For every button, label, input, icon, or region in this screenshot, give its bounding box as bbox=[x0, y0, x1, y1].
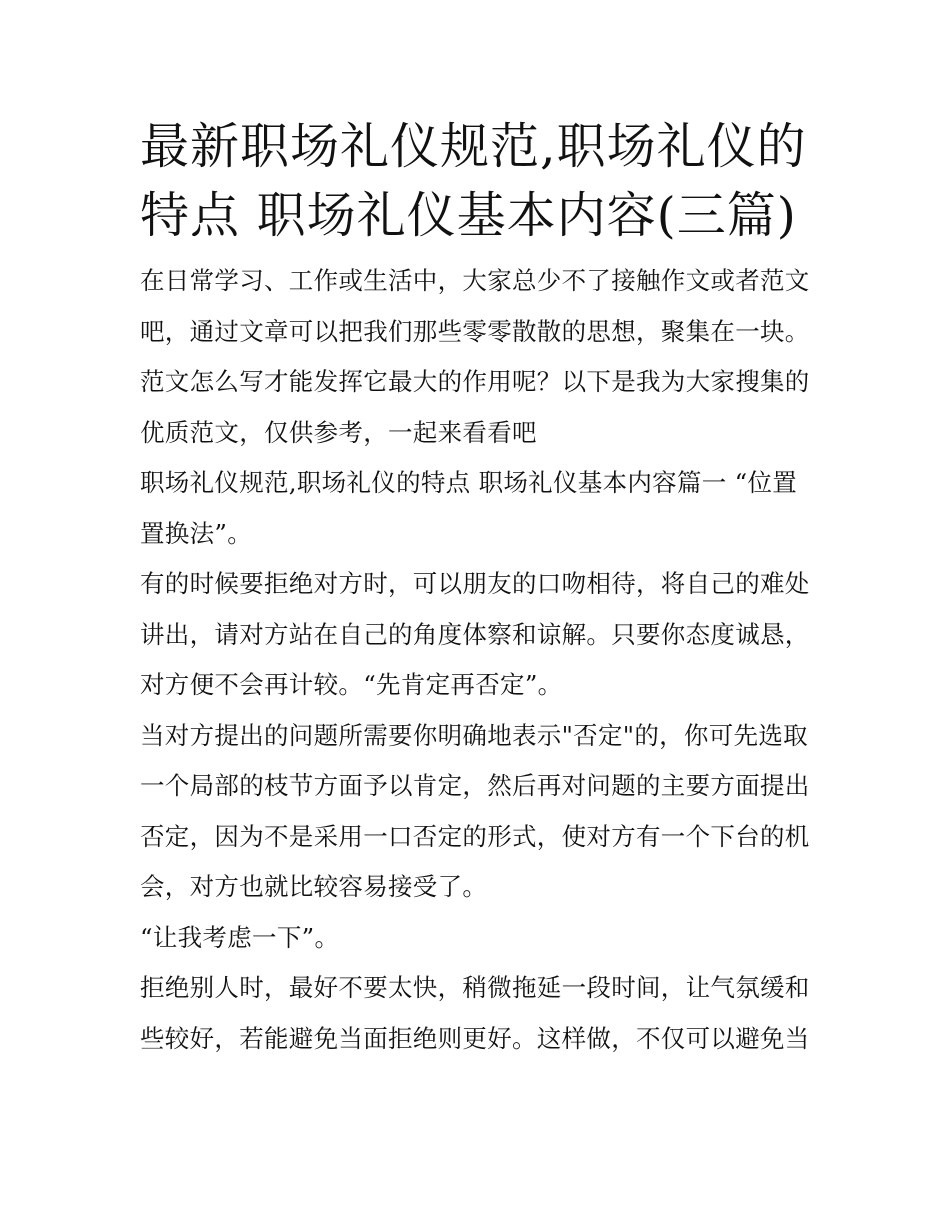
text-line: “让我考虑一下”。 bbox=[140, 922, 340, 952]
text-line: 当对方提出的问题所需要你明确地表示"否定"的，你可先选取 bbox=[140, 720, 808, 750]
title-line: 特点 职场礼仪基本内容(三篇) bbox=[140, 187, 797, 244]
document-title bbox=[140, 112, 820, 250]
body-paragraph bbox=[140, 559, 820, 711]
text-line: 对方便不会再计较。“先肯定再否定”。 bbox=[140, 670, 563, 699]
body-paragraph bbox=[140, 711, 820, 913]
text-line: 在日常学习、工作或生活中，大家总少不了接触作文或者范文 bbox=[140, 266, 810, 295]
text-line: 优质范文，仅供参考，一起来看看吧 bbox=[140, 417, 537, 447]
section-heading-paragraph bbox=[140, 458, 820, 559]
intro-paragraph bbox=[140, 256, 820, 458]
text-line: 有的时候要拒绝对方时，可以朋友的口吻相待，将自己的难处 bbox=[140, 569, 810, 598]
text-line: 范文怎么写才能发挥它最大的作用呢？以下是我为大家搜集的 bbox=[140, 367, 810, 396]
body-paragraph bbox=[140, 963, 820, 1064]
title-line: 最新职场礼仪规范,职场礼仪的 bbox=[140, 118, 807, 175]
text-line: 吧，通过文章可以把我们那些零零散散的思想，聚集在一块。 bbox=[140, 316, 810, 346]
text-line: 职场礼仪规范,职场礼仪的特点 职场礼仪基本内容篇一 “位置 bbox=[140, 468, 798, 497]
document-body bbox=[140, 112, 820, 1064]
text-line: 讲出，请对方站在自己的角度体察和谅解。只要你态度诚恳， bbox=[140, 619, 810, 649]
text-line: 会，对方也就比较容易接受了。 bbox=[140, 872, 488, 901]
text-line: 拒绝别人时，最好不要太快，稍微拖延一段时间，让气氛缓和 bbox=[140, 973, 810, 1002]
text-line: 置换法”。 bbox=[140, 518, 253, 548]
text-line: 一个局部的枝节方面予以肯定，然后再对问题的主要方面提出 bbox=[140, 771, 810, 800]
text-line: 些较好，若能避免当面拒绝则更好。这样做，不仅可以避免当 bbox=[140, 1023, 810, 1053]
body-paragraph bbox=[140, 913, 820, 964]
text-line: 否定，因为不是采用一口否定的形式，使对方有一个下台的机 bbox=[140, 821, 810, 851]
